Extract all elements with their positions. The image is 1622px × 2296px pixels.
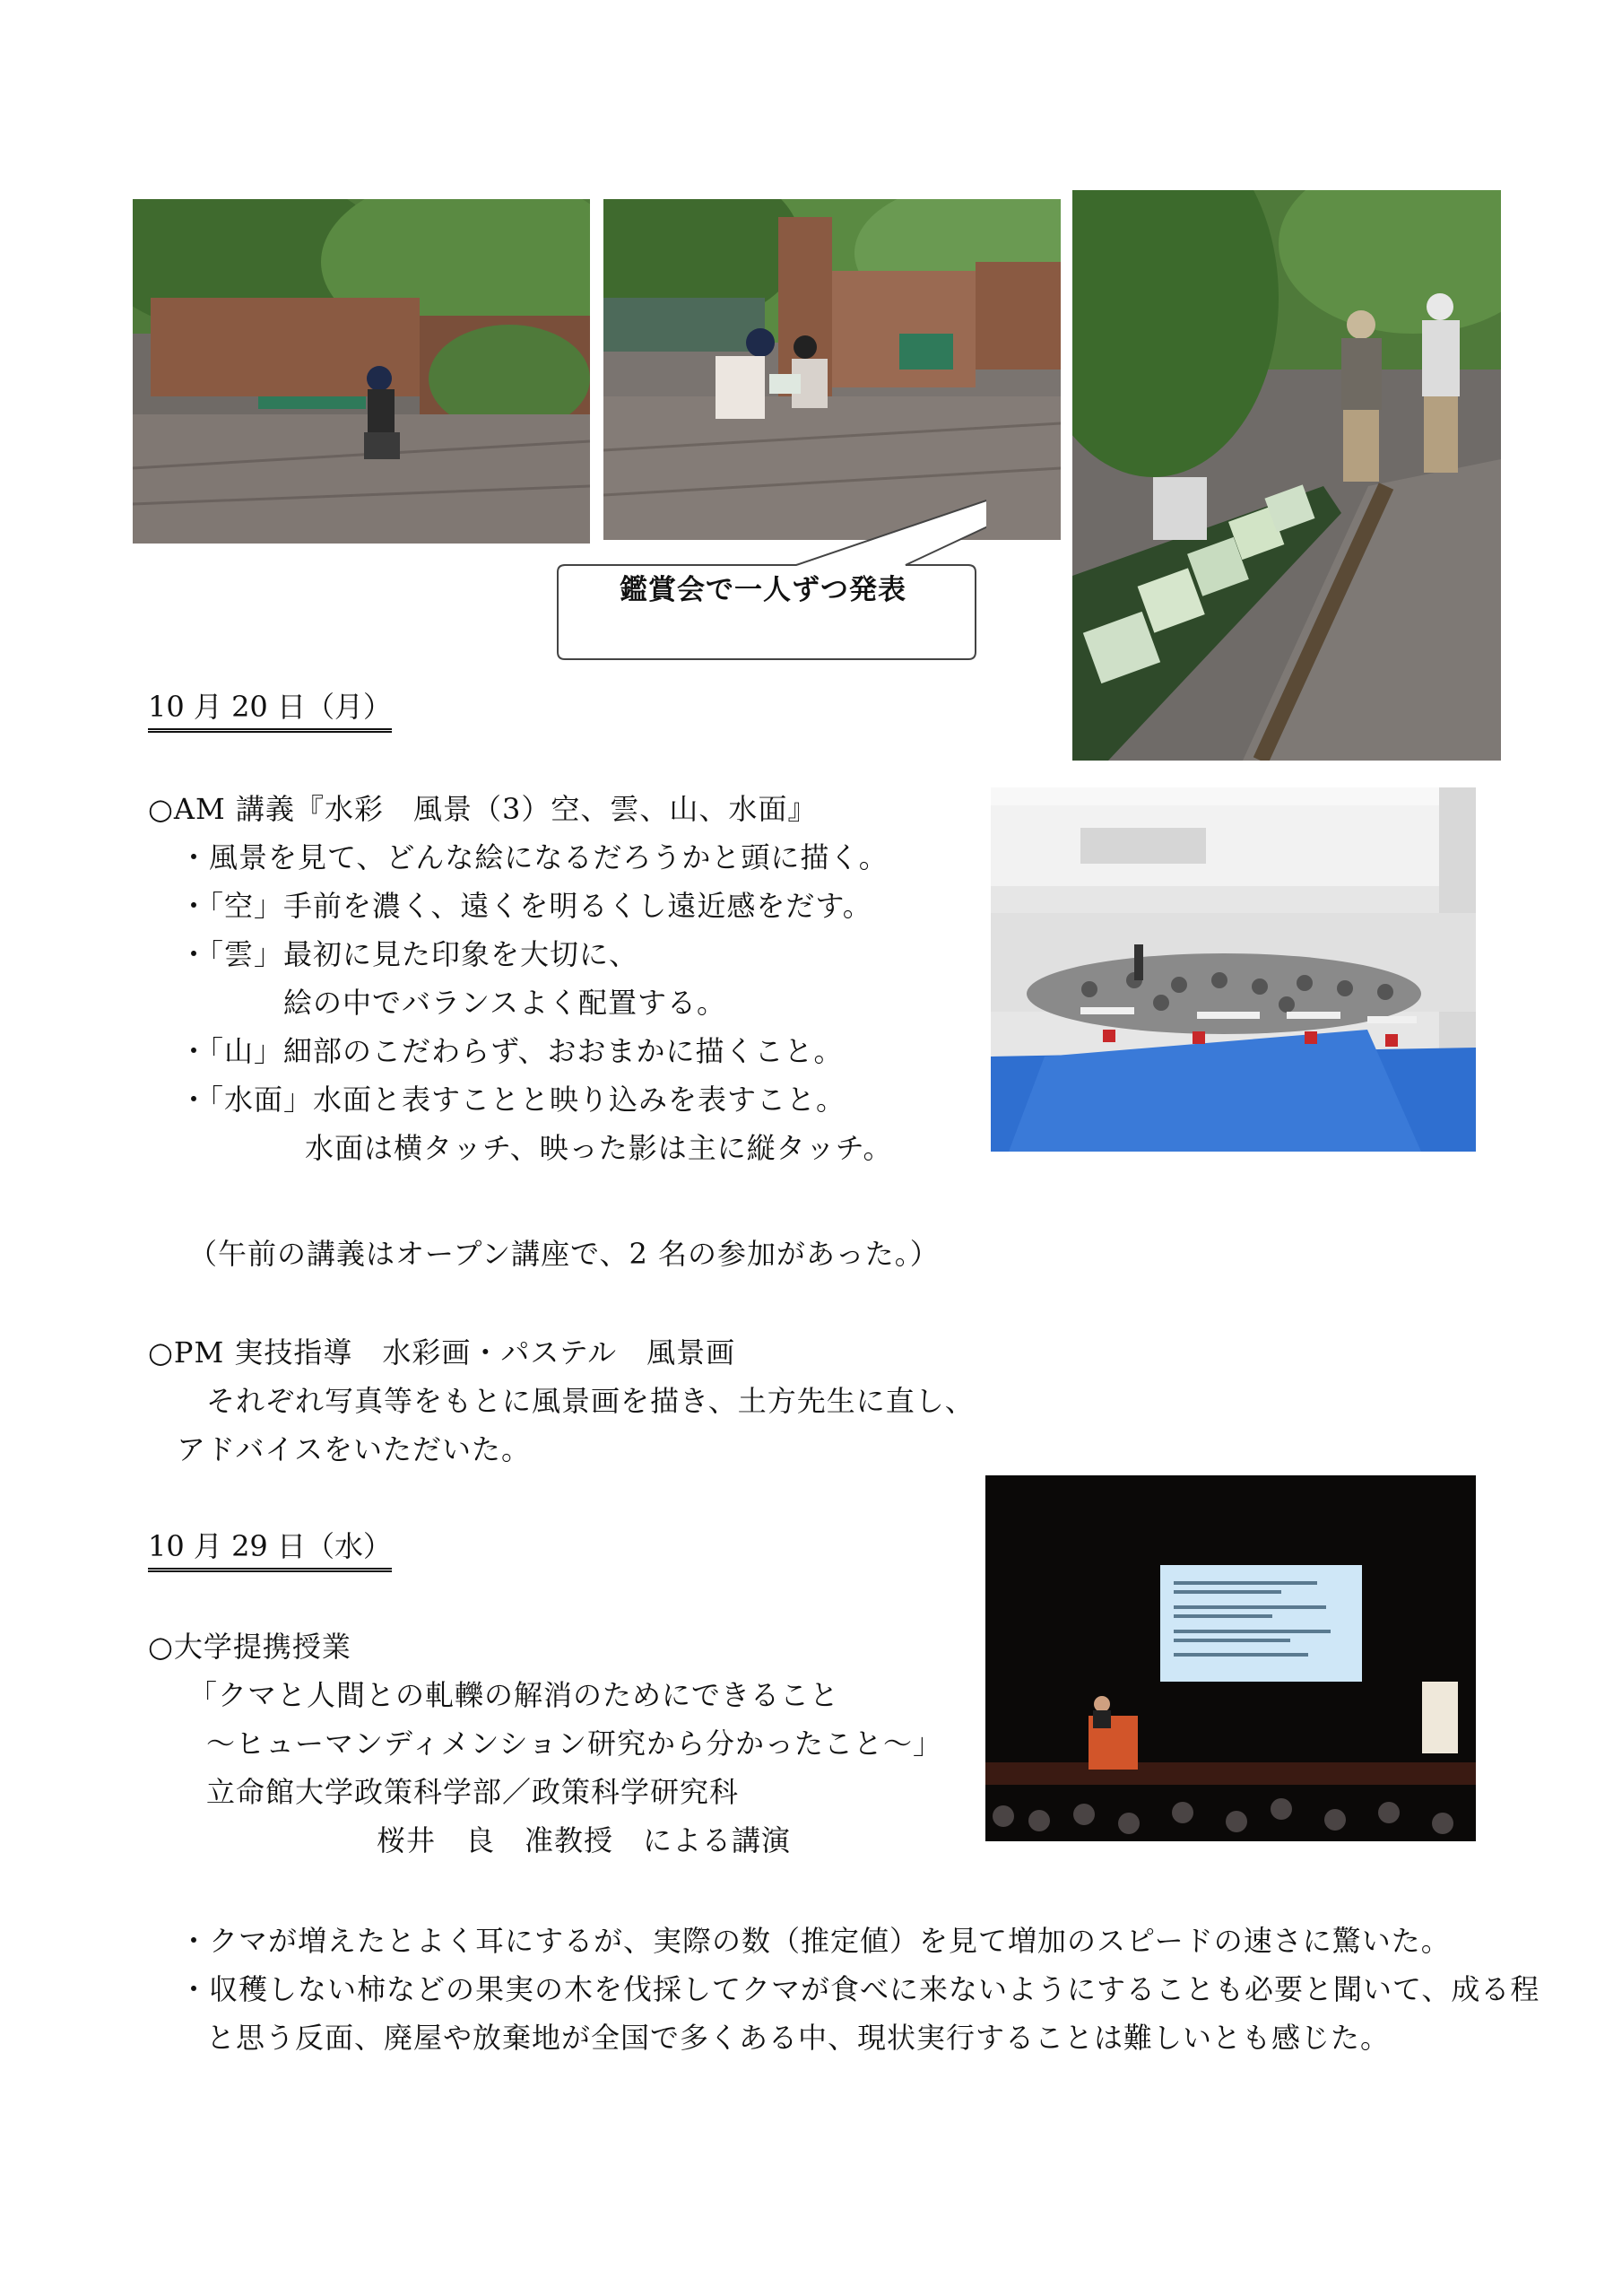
photo-appreciation-session bbox=[1072, 190, 1501, 761]
callout-text: 鑑賞会で一人ずつ発表 bbox=[620, 574, 906, 606]
impression-line: ・収穫しない柿などの果実の木を伐採してクマが食べに来ないようにすることも必要と聞いて、成る程 bbox=[179, 1972, 1540, 2006]
am-lecture-line: 絵の中でバランスよく配置する。 bbox=[283, 986, 727, 1020]
collab-class-heading: ○大学提携授業 bbox=[148, 1630, 351, 1664]
date-heading-oct20: 10 月 20 日（月） bbox=[148, 689, 392, 733]
photo-classroom-lecture bbox=[991, 787, 1476, 1152]
lecture-subtitle-line: ～ヒューマンディメンション研究から分かったこと～」 bbox=[206, 1726, 943, 1761]
am-lecture-line: ・「空」手前を濃く、遠くを明るくし遠近感をだす。 bbox=[179, 889, 872, 923]
am-lecture-line: ・「山」細部のこだわらず、おおまかに描くこと。 bbox=[179, 1034, 844, 1068]
am-lecture-line: ・「雲」最初に見た印象を大切に、 bbox=[179, 937, 639, 971]
photo-garden-sketch-1 bbox=[133, 199, 590, 544]
pm-practice-line: それぞれ写真等をもとに風景画を描き、土方先生に直し、 bbox=[206, 1384, 975, 1418]
lecture-affiliation-line: 立命館大学政策科学部／政策科学研究科 bbox=[206, 1775, 740, 1809]
am-lecture-heading: ○AM 講義『水彩 風景（3）空、雲、山、水面』 bbox=[148, 792, 818, 826]
photo-auditorium-lecture bbox=[985, 1475, 1476, 1841]
impression-line: ・クマが増えたとよく耳にするが、実際の数（推定値）を見て増加のスピードの速さに驚いた。 bbox=[179, 1924, 1451, 1958]
am-lecture-line: ・「水面」水面と表すことと映り込みを表すこと。 bbox=[179, 1083, 846, 1117]
date-heading-oct29: 10 月 29 日（水） bbox=[148, 1528, 392, 1572]
am-lecture-line: ・風景を見て、どんな絵になるだろうかと頭に描く。 bbox=[179, 840, 889, 874]
impression-line: と思う反面、廃屋や放棄地が全国で多くある中、現状実行することは難しいとも感じた。 bbox=[206, 2021, 1391, 2055]
am-lecture-note: （午前の講義はオープン講座で、2 名の参加があった。） bbox=[188, 1237, 940, 1271]
lecture-title-line: 「クマと人間との軋轢の解消のためにできること bbox=[188, 1678, 840, 1712]
pm-practice-heading: ○PM 実技指導 水彩画・パステル 風景画 bbox=[148, 1335, 736, 1370]
pm-practice-line: アドバイスをいただいた。 bbox=[177, 1432, 532, 1466]
am-lecture-line: 水面は横タッチ、映った影は主に縦タッチ。 bbox=[305, 1131, 893, 1165]
lecturer-line: 桜井 良 准教授 による講演 bbox=[377, 1823, 792, 1857]
